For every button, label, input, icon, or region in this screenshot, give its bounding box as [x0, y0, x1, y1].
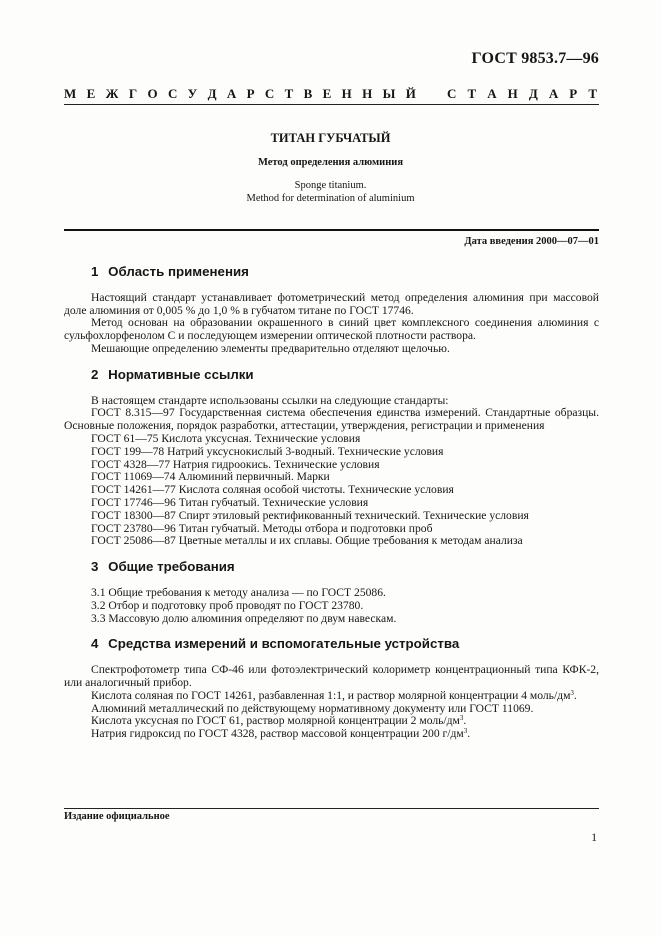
heading-letter: Е: [322, 86, 332, 101]
paragraph: Кислота соляная по ГОСТ 14261, разбавленная 1:1, и раствор молярной концентрации 4 моль/$дм^3$.: [91, 688, 577, 702]
document-title: ТИТАН ГУБЧАТЫЙ: [270, 131, 391, 145]
section-title: Нормативные ссылки: [108, 366, 254, 382]
reference-item: ГОСТ 4328—77 Натрия гидроокись. Технические условия: [91, 457, 380, 471]
heading-letter: С: [264, 86, 275, 101]
page-number: 1: [591, 832, 597, 844]
references-intro: В настоящем стандарте использованы ссылки на следующие стандарты:: [91, 393, 449, 407]
heading-letter: Т: [588, 86, 597, 101]
reference-item: ГОСТ 8.315—97 Государственная система обеспечения единства измерений. Стандартные образцы. Основные положения, порядок разработки, аттестации, утверждения, регистрации и применения: [64, 406, 599, 433]
section-number: 3: [91, 559, 99, 575]
requirements-list: [64, 587, 599, 625]
paragraph: Спектрофотометр типа СФ-46 или фотоэлектрический колориметр концентрационный типа КФК-2, или аналогичный прибор.: [64, 663, 599, 689]
gost-number: ГОСТ 9853.7—96: [471, 50, 599, 67]
section-number: 4: [91, 636, 99, 652]
english-title: [0, 180, 661, 205]
heading-letter: Д: [528, 86, 538, 101]
heading-letter: А: [487, 86, 497, 101]
heading-letter: Ы: [382, 86, 396, 101]
footer-divider: [64, 808, 599, 809]
interstate-standard-heading: [64, 86, 597, 102]
heading-letter: У: [187, 86, 198, 101]
heading-letter: Т: [284, 86, 294, 101]
heading-letter: Н: [507, 86, 518, 101]
standard-word: [447, 86, 597, 102]
reference-item: ГОСТ 11069—74 Алюминий первичный. Марки: [91, 470, 330, 484]
reference-item: ГОСТ 25086—87 Цветные металлы и их сплавы. Общие требования к методам анализа: [91, 534, 523, 548]
paragraph: Натрия гидроксид по ГОСТ 4328, раствор массовой концентрации 200 $г/дм^3$.: [91, 727, 471, 741]
paragraph: Метод основан на образовании окрашенного в синий цвет комплексного соединения алюминия с сульфохлорфенолом С и последующем измерении оптической плотности раствора.: [64, 316, 599, 343]
section-title: Общие требования: [108, 559, 235, 575]
requirement-item: 3.3 Массовую долю алюминия определяют по двум навескам.: [91, 611, 397, 625]
heading-letter: Н: [341, 86, 352, 101]
references-list: [64, 395, 599, 549]
document-subtitle: Метод определения алюминия: [257, 157, 404, 168]
interstate-word: [64, 86, 416, 102]
heading-letter: О: [147, 86, 158, 101]
heading-letter: Р: [246, 86, 255, 101]
heading-letter: А: [548, 86, 559, 101]
heading-letter: В: [303, 86, 313, 101]
reference-item: ГОСТ 199—78 Натрий уксуснокислый 3-водный. Технические условия: [91, 444, 444, 458]
top-divider: [64, 104, 599, 105]
heading-letter: С: [447, 86, 457, 101]
official-edition-label: Издание официальное: [64, 811, 170, 822]
requirement-item: 3.2 Отбор и подготовку проб проводят по ГОСТ 23780.: [91, 598, 364, 612]
paragraph: Настоящий стандарт устанавливает фотометрический метод определения алюминия при массовой доле алюминия от 0,005 % до 1,0 % в губчатом титане по ГОСТ 17746.: [64, 290, 599, 317]
introduction-date: Дата введения 2000—07—01: [464, 236, 599, 247]
section-2-heading: [64, 366, 599, 382]
paragraph: Мешающие определению элементы предварительно отделяют щелочью.: [91, 341, 450, 355]
section-title: Область применения: [108, 264, 249, 279]
paragraph: Алюминий металлический по действующему нормативному документу или ГОСТ 11069.: [91, 701, 534, 715]
english-title-line2: Method for determination of aluminium: [246, 192, 415, 204]
heading-letter: А: [226, 86, 237, 101]
section-title: Средства измерений и вспомогательные устройства: [108, 636, 460, 652]
reference-item: ГОСТ 18300—87 Спирт этиловый ректификованный технический. Технические условия: [91, 508, 529, 522]
reference-item: ГОСТ 14261—77 Кислота соляная особой чистоты. Технические условия: [91, 483, 454, 497]
reference-item: ГОСТ 17746—96 Титан губчатый. Технические условия: [91, 495, 369, 509]
heading-letter: Д: [207, 86, 217, 101]
heading-letter: Н: [362, 86, 373, 101]
reference-item: ГОСТ 23780—96 Титан губчатый. Методы отбора и подготовки проб: [91, 521, 433, 535]
title-divider: [64, 229, 599, 231]
paragraph: Кислота уксусная по ГОСТ 61, раствор молярной концентрации 2 моль/$дм^3$.: [91, 714, 467, 728]
document-body: [64, 266, 599, 741]
heading-letter: Е: [86, 86, 96, 101]
english-title-line1: Sponge titanium.: [294, 180, 367, 191]
section-number: 1: [91, 264, 99, 279]
requirement-item: 3.1 Общие требования к методу анализа — по ГОСТ 25086.: [91, 585, 386, 599]
section-1-heading: [64, 266, 599, 279]
section-4-heading: [64, 638, 599, 651]
heading-letter: Г: [128, 86, 138, 101]
heading-letter: Й: [405, 86, 416, 101]
heading-letter: Т: [467, 86, 477, 101]
reference-item: ГОСТ 61—75 Кислота уксусная. Технические условия: [91, 431, 361, 445]
heading-letter: Р: [569, 86, 578, 101]
section-number: 2: [91, 366, 99, 382]
heading-letter: С: [167, 86, 178, 101]
section-3-heading: [64, 561, 599, 574]
heading-letter: Ж: [105, 86, 119, 101]
heading-letter: М: [64, 86, 77, 101]
